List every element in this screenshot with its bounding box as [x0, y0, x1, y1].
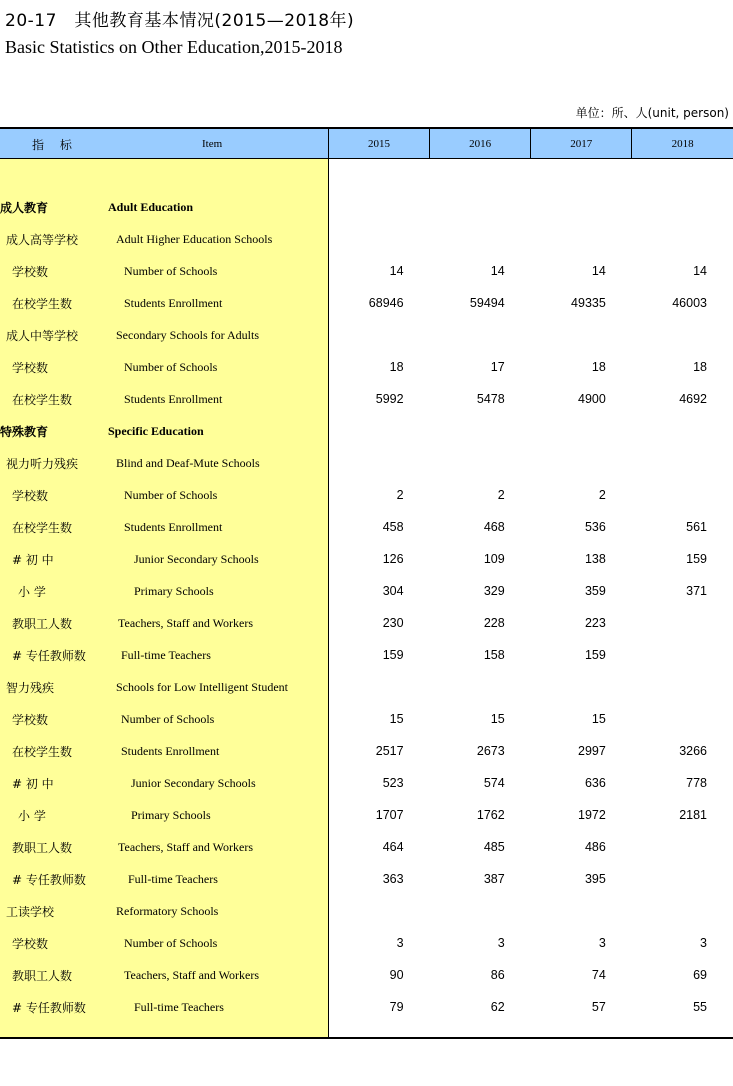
value-cell-2015 [328, 223, 429, 255]
year-header-2015: 2015 [328, 128, 429, 159]
item-label-chinese: 视力听力残疾 [6, 457, 79, 471]
table-row [0, 223, 733, 255]
value-cell-2018 [632, 415, 733, 447]
value-cell-2016: 329 [483, 584, 505, 598]
table-row [0, 287, 733, 319]
value-cell-2017: 3 [598, 936, 606, 950]
item-label-english: Number of Schools [124, 488, 218, 502]
value-cell-2018 [632, 479, 733, 511]
closing-row [0, 1023, 733, 1038]
table-row [0, 831, 733, 863]
value-cell-2017: 486 [584, 840, 606, 854]
value-cell-2015: 18 [389, 360, 404, 374]
table-row [0, 511, 733, 543]
item-label-english: Teachers, Staff and Workers [124, 968, 260, 982]
value-cell-2018: 3266 [679, 744, 707, 758]
spacer-row [0, 159, 733, 192]
table-row [0, 351, 733, 383]
item-label-chinese: # 初 中 [12, 553, 54, 567]
item-cell [0, 351, 328, 383]
item-label-english: Full-time Teachers [128, 872, 218, 886]
value-cell-2015: 2 [396, 488, 404, 502]
value-cell-2018: 14 [693, 264, 707, 278]
value-cell-2015: 79 [389, 1000, 404, 1014]
item-label-english: Adult Education [108, 200, 194, 214]
item-cell [0, 735, 328, 767]
table-row [0, 255, 733, 287]
item-cell [0, 255, 328, 287]
item-cell [0, 863, 328, 895]
item-label-chinese: # 专任教师数 [12, 1001, 86, 1015]
item-label-english: Students Enrollment [124, 520, 223, 534]
item-cell [0, 895, 328, 927]
value-cell-2017: 1972 [578, 808, 606, 822]
item-label-chinese: 在校学生数 [12, 393, 73, 407]
item-label-english: Number of Schools [124, 264, 218, 278]
item-label-english: Junior Secondary Schools [134, 552, 259, 566]
value-cell-2015 [328, 671, 429, 703]
value-cell-2017: 359 [584, 584, 606, 598]
table-title-english: Basic Statistics on Other Education,2015-2018 [5, 37, 343, 57]
item-label-english: Number of Schools [121, 712, 215, 726]
table-row [0, 607, 733, 639]
closing-cell [531, 1023, 632, 1038]
table-row [0, 959, 733, 991]
closing-cell [632, 1023, 733, 1038]
item-label-chinese: # 初 中 [12, 777, 54, 791]
item-label-chinese: 学校数 [12, 713, 49, 727]
table-row [0, 319, 733, 351]
item-label-english: Primary Schools [131, 808, 211, 822]
item-label-chinese: 智力残疾 [6, 681, 55, 695]
value-cell-2017: 14 [591, 264, 606, 278]
item-label-english: Junior Secondary Schools [131, 776, 256, 790]
table-row [0, 575, 733, 607]
value-cell-2016 [430, 223, 531, 255]
value-cell-2016: 2 [497, 488, 505, 502]
item-label-english: Primary Schools [134, 584, 214, 598]
value-cell-2017: 395 [584, 872, 606, 886]
value-cell-2016: 158 [483, 648, 505, 662]
value-cell-2017: 138 [584, 552, 606, 566]
value-cell-2018: 159 [686, 552, 707, 566]
value-cell-2018: 18 [693, 360, 707, 374]
table-row [0, 703, 733, 735]
item-label-chinese: 学校数 [12, 361, 49, 375]
item-cell [0, 959, 328, 991]
item-label-english: Reformatory Schools [116, 904, 219, 918]
value-cell-2015 [328, 191, 429, 223]
value-cell-2015: 523 [382, 776, 404, 790]
value-cell-2015: 363 [382, 872, 404, 886]
table-row [0, 767, 733, 799]
value-cell-2015: 68946 [368, 296, 404, 310]
item-label-english: Full-time Teachers [121, 648, 211, 662]
value-cell-2018: 3 [700, 936, 707, 950]
value-cell-2016: 109 [483, 552, 505, 566]
value-cell-2016: 485 [483, 840, 505, 854]
table-row [0, 671, 733, 703]
value-cell-2017 [531, 895, 632, 927]
table-row [0, 639, 733, 671]
table-title-chinese: 20-17 其他教育基本情况(2015—2018年) [5, 11, 355, 31]
item-column-header [0, 128, 328, 159]
item-label-chinese: # 专任教师数 [12, 873, 86, 887]
value-cell-2016: 387 [483, 872, 505, 886]
value-cell-2018 [632, 671, 733, 703]
value-cell-2015: 230 [382, 616, 404, 630]
value-cell-2015: 2517 [375, 744, 404, 758]
value-cell-2015: 458 [382, 520, 404, 534]
item-cell [0, 415, 328, 447]
value-cell-2018 [632, 831, 733, 863]
item-cell [0, 287, 328, 319]
item-cell [0, 447, 328, 479]
value-cell-2017: 74 [591, 968, 606, 982]
item-label-chinese: # 专任教师数 [12, 649, 86, 663]
item-cell [0, 479, 328, 511]
closing-cell [430, 1023, 531, 1038]
table-row [0, 895, 733, 927]
value-cell-2015: 14 [389, 264, 404, 278]
value-cell-2015: 90 [389, 968, 404, 982]
value-cell-2016 [430, 895, 531, 927]
item-cell [0, 927, 328, 959]
table-row [0, 191, 733, 223]
item-cell [0, 223, 328, 255]
value-cell-2016: 14 [490, 264, 505, 278]
item-label-english: Teachers, Staff and Workers [118, 616, 254, 630]
item-cell [0, 511, 328, 543]
item-cell [0, 799, 328, 831]
item-label-english: Specific Education [108, 424, 204, 438]
value-cell-2018: 2181 [679, 808, 707, 822]
table-row [0, 991, 733, 1023]
value-cell-2018: 46003 [672, 296, 707, 310]
value-cell-2016: 59494 [469, 296, 505, 310]
value-cell-2016: 228 [483, 616, 505, 630]
value-cell-2017 [531, 447, 632, 479]
item-label-english: Students Enrollment [124, 296, 223, 310]
value-cell-2017: 49335 [571, 296, 606, 310]
value-cell-2018 [632, 319, 733, 351]
value-cell-2017: 223 [584, 616, 606, 630]
value-cell-2015: 126 [382, 552, 404, 566]
item-cell [0, 639, 328, 671]
item-label-chinese: 学校数 [12, 937, 49, 951]
value-cell-2016 [430, 319, 531, 351]
value-cell-2016: 2673 [476, 744, 505, 758]
value-cell-2018 [632, 639, 733, 671]
value-cell-2018 [632, 447, 733, 479]
item-cell [0, 607, 328, 639]
value-cell-2017: 2997 [578, 744, 606, 758]
value-cell-2017: 4900 [578, 392, 606, 406]
value-cell-2018 [632, 895, 733, 927]
item-label-chinese: 成人教育 [0, 201, 49, 215]
year-header-2018: 2018 [632, 128, 733, 159]
value-cell-2015: 15 [389, 712, 404, 726]
item-label-english: Number of Schools [124, 360, 218, 374]
item-cell [0, 543, 328, 575]
value-cell-2017: 2 [598, 488, 606, 502]
item-label-chinese: 成人高等学校 [6, 233, 79, 247]
value-cell-2018 [632, 863, 733, 895]
item-label-chinese: 特殊教育 [0, 425, 49, 439]
item-label-chinese: 小 学 [18, 809, 46, 823]
item-label-english: Students Enrollment [121, 744, 220, 758]
value-cell-2016: 17 [490, 360, 505, 374]
item-cell [0, 383, 328, 415]
item-label-english: Teachers, Staff and Workers [118, 840, 254, 854]
value-cell-2015: 464 [382, 840, 404, 854]
value-cell-2017 [531, 671, 632, 703]
item-cell [0, 703, 328, 735]
unit-note: 单位：所、人(unit, person) [575, 106, 729, 120]
value-cell-2018 [632, 191, 733, 223]
spacer-cell [632, 159, 733, 192]
value-cell-2016: 86 [490, 968, 505, 982]
item-label-chinese: 教职工人数 [12, 617, 73, 631]
value-cell-2018: 778 [686, 776, 707, 790]
item-label-english: Blind and Deaf-Mute Schools [116, 456, 260, 470]
item-label-chinese: 学校数 [12, 265, 49, 279]
value-cell-2015: 1707 [375, 808, 404, 822]
table-row [0, 735, 733, 767]
value-cell-2016: 3 [497, 936, 505, 950]
closing-cell [328, 1023, 429, 1038]
value-cell-2018: 69 [693, 968, 707, 982]
spacer-cell [0, 159, 328, 192]
value-cell-2018 [632, 607, 733, 639]
item-label-english: Schools for Low Intelligent Student [116, 680, 288, 694]
item-label-chinese: 在校学生数 [12, 521, 73, 535]
value-cell-2016: 62 [490, 1000, 505, 1014]
value-cell-2016 [430, 447, 531, 479]
item-cell [0, 319, 328, 351]
value-cell-2015 [328, 319, 429, 351]
value-cell-2016 [430, 671, 531, 703]
table-body [0, 159, 733, 1039]
value-cell-2017 [531, 191, 632, 223]
value-cell-2015: 3 [396, 936, 404, 950]
item-cell [0, 671, 328, 703]
value-cell-2015: 159 [382, 648, 404, 662]
table-row [0, 479, 733, 511]
year-header-2016: 2016 [430, 128, 531, 159]
value-cell-2018: 55 [693, 1000, 707, 1014]
value-cell-2017: 536 [584, 520, 606, 534]
closing-cell [0, 1023, 328, 1038]
value-cell-2016 [430, 191, 531, 223]
value-cell-2016: 5478 [476, 392, 505, 406]
value-cell-2018: 4692 [679, 392, 707, 406]
spacer-cell [430, 159, 531, 192]
value-cell-2015 [328, 415, 429, 447]
value-cell-2017 [531, 319, 632, 351]
item-label-chinese: 成人中等学校 [6, 329, 79, 343]
value-cell-2015 [328, 447, 429, 479]
item-cell [0, 991, 328, 1023]
item-label-chinese: 工读学校 [6, 905, 55, 919]
value-cell-2016 [430, 415, 531, 447]
value-cell-2018 [632, 223, 733, 255]
item-label-chinese: 在校学生数 [12, 297, 73, 311]
value-cell-2018 [632, 703, 733, 735]
item-label-english: Number of Schools [124, 936, 218, 950]
value-cell-2017: 18 [591, 360, 606, 374]
spacer-cell [531, 159, 632, 192]
item-label-chinese: 学校数 [12, 489, 49, 503]
item-label-chinese: 教职工人数 [12, 969, 73, 983]
table-row [0, 927, 733, 959]
value-cell-2015: 304 [382, 584, 404, 598]
value-cell-2017 [531, 223, 632, 255]
value-cell-2017: 57 [591, 1000, 606, 1014]
value-cell-2016: 15 [490, 712, 505, 726]
item-cell [0, 575, 328, 607]
header-row [0, 128, 733, 159]
statistics-table [0, 127, 733, 1039]
item-label-chinese: 教职工人数 [12, 841, 73, 855]
table-row [0, 799, 733, 831]
item-header-english: Item [202, 138, 223, 150]
value-cell-2018: 561 [686, 520, 707, 534]
value-cell-2018: 371 [686, 584, 707, 598]
value-cell-2015 [328, 895, 429, 927]
item-label-chinese: 在校学生数 [12, 745, 73, 759]
item-label-chinese: 小 学 [18, 585, 46, 599]
value-cell-2017 [531, 415, 632, 447]
year-header-2017: 2017 [531, 128, 632, 159]
value-cell-2017: 159 [584, 648, 606, 662]
value-cell-2015: 5992 [375, 392, 404, 406]
value-cell-2016: 468 [483, 520, 505, 534]
table-row [0, 543, 733, 575]
value-cell-2017: 636 [584, 776, 606, 790]
item-label-english: Adult Higher Education Schools [116, 232, 273, 246]
value-cell-2016: 574 [483, 776, 505, 790]
item-header-chinese: 指 标 [32, 138, 78, 152]
item-label-english: Students Enrollment [124, 392, 223, 406]
value-cell-2017: 15 [591, 712, 606, 726]
item-label-english: Secondary Schools for Adults [116, 328, 259, 342]
value-cell-2016: 1762 [476, 808, 505, 822]
item-cell [0, 831, 328, 863]
item-label-english: Full-time Teachers [134, 1000, 224, 1014]
table-row [0, 383, 733, 415]
spacer-cell [328, 159, 429, 192]
table-row [0, 415, 733, 447]
item-cell [0, 191, 328, 223]
item-cell [0, 767, 328, 799]
table-row [0, 863, 733, 895]
table-row [0, 447, 733, 479]
